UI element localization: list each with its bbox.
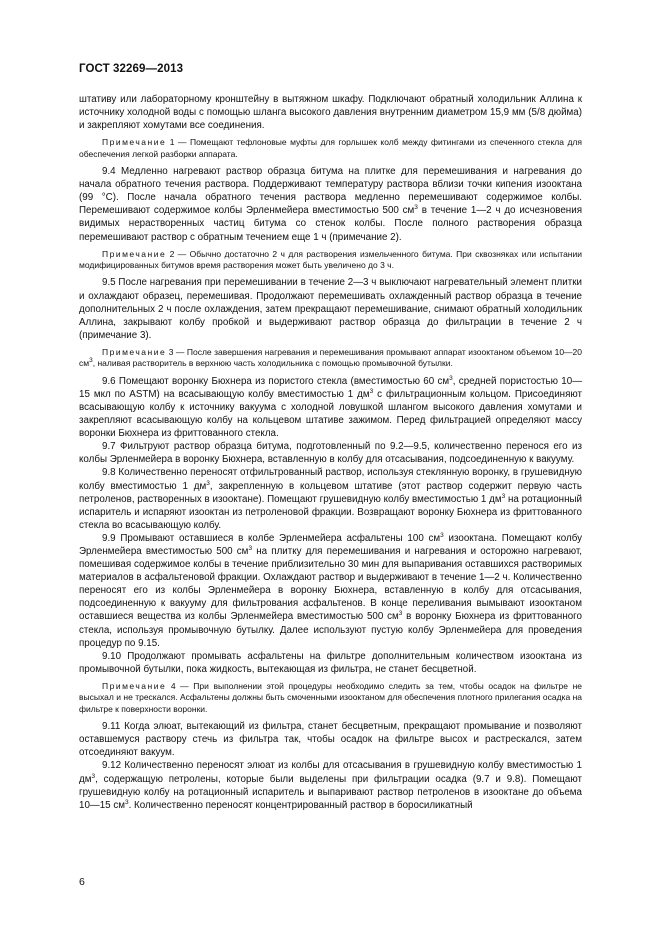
superscript: 3 xyxy=(206,479,210,487)
text-run: с фильтрационным кольцом. Присоединяют всасывающую колбу к источнику вакуума с холодной ловушкой шлангом высокого давления хомутами и закрепляют всасывающую колбу на кольцевом штативе зажимом. Перед фильтрацией определяют массу воронки Бюхнера из фриттованного стекла. xyxy=(79,388,583,440)
superscript: 3 xyxy=(501,492,506,500)
note-4 xyxy=(79,681,582,715)
text-run: изооктана. Помещают колбу Эрленмейера вместимостью 500 см xyxy=(79,532,582,557)
note-3 xyxy=(79,347,582,370)
note-label: Примечание xyxy=(102,680,167,691)
superscript: 3 xyxy=(248,544,253,552)
page-number: 6 xyxy=(79,876,85,888)
text-run: 9.8 Количественно переносят отфильтрованный раствор, используя стеклянную воронку, в грушевидную колбу вместимостью 1 дм xyxy=(79,467,582,492)
text-run: 9.12 Количественно переносят элюат из колбы для отсасывания в грушевидную колбу вместимостью 1 дм xyxy=(79,760,582,785)
document-header: ГОСТ 32269—2013 xyxy=(79,63,184,75)
text-run: в течение 1—2 ч до исчезновения видимых нерастворенных частиц битума со стенок колбы. После полного растворения образца перемешивают раствор с обратным течением еще 1 ч (примечание 2). xyxy=(79,205,582,243)
note-text: 1 — Помещают тефлоновые муфты для горлышек колб между фитингами из спеченного стекла для обеспечения легкой разборки аппарата. xyxy=(79,137,582,159)
note-1 xyxy=(79,137,582,160)
paragraph-9-4 xyxy=(79,165,582,244)
text-run: . Количественно переносят концентрированный раствор в боросиликатный xyxy=(128,799,473,811)
superscript: 3 xyxy=(124,798,129,806)
superscript: 3 xyxy=(440,531,444,539)
paragraph-9-6 xyxy=(79,375,582,440)
paragraph-9-5: 9.5 После нагревания при перемешивании в течение 2—3 ч выключают нагревательный элемент плитки и охлаждают образец, перемешивая. Продолжают перемешивать охлажденный раствор образца в течение дополнительных 2 ч после охлаждения, затем прекращают перемешивание, снимают обратный холодильник Аллина, закрывают колбу пробкой и выдерживают раствор образца до фильтрации в течение 2 ч (примечание 3). xyxy=(79,277,582,341)
paragraph-9-12 xyxy=(79,759,582,811)
text-run: 9.9 Промывают оставшиеся в колбе Эрленмейера асфальтены 100 см xyxy=(102,532,441,544)
note-text: 4 — При выполнении этой процедуры необходимо следить за тем, чтобы осадок на фильтре не высыхал и не трескался. Асфальтены должны быть смоченными изооктаном для обеспечения плотного прилегания осадка на фильтре к поверхности воронки. xyxy=(79,680,582,714)
superscript: 3 xyxy=(91,772,96,780)
paragraph-9-9 xyxy=(79,532,582,650)
text-run: , закрепленную в кольцевом штативе (этот раствор содержит первую часть петроленов, растворенных в изооктане). Помещают грушевидную колбу вместимостью 1 дм xyxy=(79,480,582,505)
text-run: , средней пористостью 10—15 мкл по ASTM) на всасывающую колбу вместимостью 1 дм xyxy=(79,375,582,400)
paragraph-9-7: 9.7 Фильтруют раствор образца битума, подготовленный по 9.2—9.5, количественно перенося его из колбы Эрленмейера в воронку Бюхнера, вставленную в колбу для отсасывания, подсоединенную к вакууму. xyxy=(79,441,582,466)
document-body xyxy=(79,93,582,812)
text-run: 9.6 Помещают воронку Бюхнера из пористого стекла (вместимостью 60 см xyxy=(102,375,450,387)
note-text: 3 — После завершения нагревания и перемешивания промывают аппарат изооктаном объемом 10—20 см xyxy=(79,346,582,369)
superscript: 3 xyxy=(398,610,403,618)
note-text: 2 — Обычно достаточно 2 ч для растворения измельченного битума. При сквозняках или испытании модифицированных битумов время растворения может быть увеличено до 3 ч. xyxy=(79,248,582,271)
text-run: , содержащую петролены, которые были выделены при фильтрации осадка (9.7 и 9.8). Помещают грушевидную колбу на ротационный испаритель и выпаривают раствор петроленов в изооктане до объема 10—15 см xyxy=(79,773,582,811)
superscript: 3 xyxy=(414,204,418,212)
paragraph-9-10: 9.10 Продолжают промывать асфальтены на фильтре дополнительным количеством изооктана из промывочной бутылки, пока жидкость, вытекающая из фильтра, не станет бесцветной. xyxy=(79,650,582,675)
note-text: , наливая растворитель в верхнюю часть холодильника с помощью промывочной бутылки. xyxy=(92,358,453,369)
text-run: на ротационный испаритель и испаряют изооктан из петроленовой фракции. Возвращают воронку Бюхнера из фриттованного стекла во всасывающую колбу. xyxy=(79,493,582,531)
note-label: Примечание xyxy=(102,248,167,259)
note-2 xyxy=(79,249,582,272)
text-run: на плитку для перемешивания и нагревания и осторожно нагревают, помешивая содержимое колбы в течение приблизительно 30 мин для выпаривания оставшихся растворимых материалов в асфальтеновой фракции. Охлаждают раствор и выдерживают в течение 1—2 ч. Количественно переносят его из колбы Эрленмейера в воронку Бюхнера, вставленную в колбу для отсасывания, подсоединенную к вакууму для фильтрования асфальтенов. В конце переливания вымывают изооктаном оставшиеся вещества из колбы Эрленмейера вместимостью 500 см xyxy=(79,545,582,623)
superscript: 3 xyxy=(449,374,453,382)
note-label: Примечание xyxy=(102,346,167,357)
paragraph-9-11: 9.11 Когда элюат, вытекающий из фильтра, станет бесцветным, прекращают промывание и позволяют оставшемуся раствору стечь из фильтра так, чтобы осадок на фильтре высох и растрескался, затем отсоединяют вакуум. xyxy=(79,721,582,759)
paragraph-continuation: штативу или лабораторному кронштейну в вытяжном шкафу. Подключают обратный холодильник Аллина к источнику холодной воды с помощью шланга высокого давления внутренним диаметром 15,9 мм (5/8 дюйма) и закрепляют хомутами все соединения. xyxy=(79,94,582,132)
superscript: 3 xyxy=(89,357,93,365)
superscript: 3 xyxy=(369,387,374,395)
paragraph-9-8 xyxy=(79,466,582,531)
text-run: 9.4 Медленно нагревают раствор образца битума на плитке для перемешивания и нагревания до начала обратного течения раствора. Поддерживают температуру раствора вблизи точки кипения изооктана (99 °С). После начала обратного течения раствора медленно перемешивают содержимое колбы. Перемешивают содержимое колбы Эрленмейера вместимостью 500 см xyxy=(79,166,582,217)
note-label: Примечание xyxy=(102,137,167,148)
text-run: в воронку Бюхнера из фриттованного стекла, используя промывочную бутылку. Далее используют пустую колбу Эрленмейера для проведения процедур по 9.15. xyxy=(79,611,582,649)
